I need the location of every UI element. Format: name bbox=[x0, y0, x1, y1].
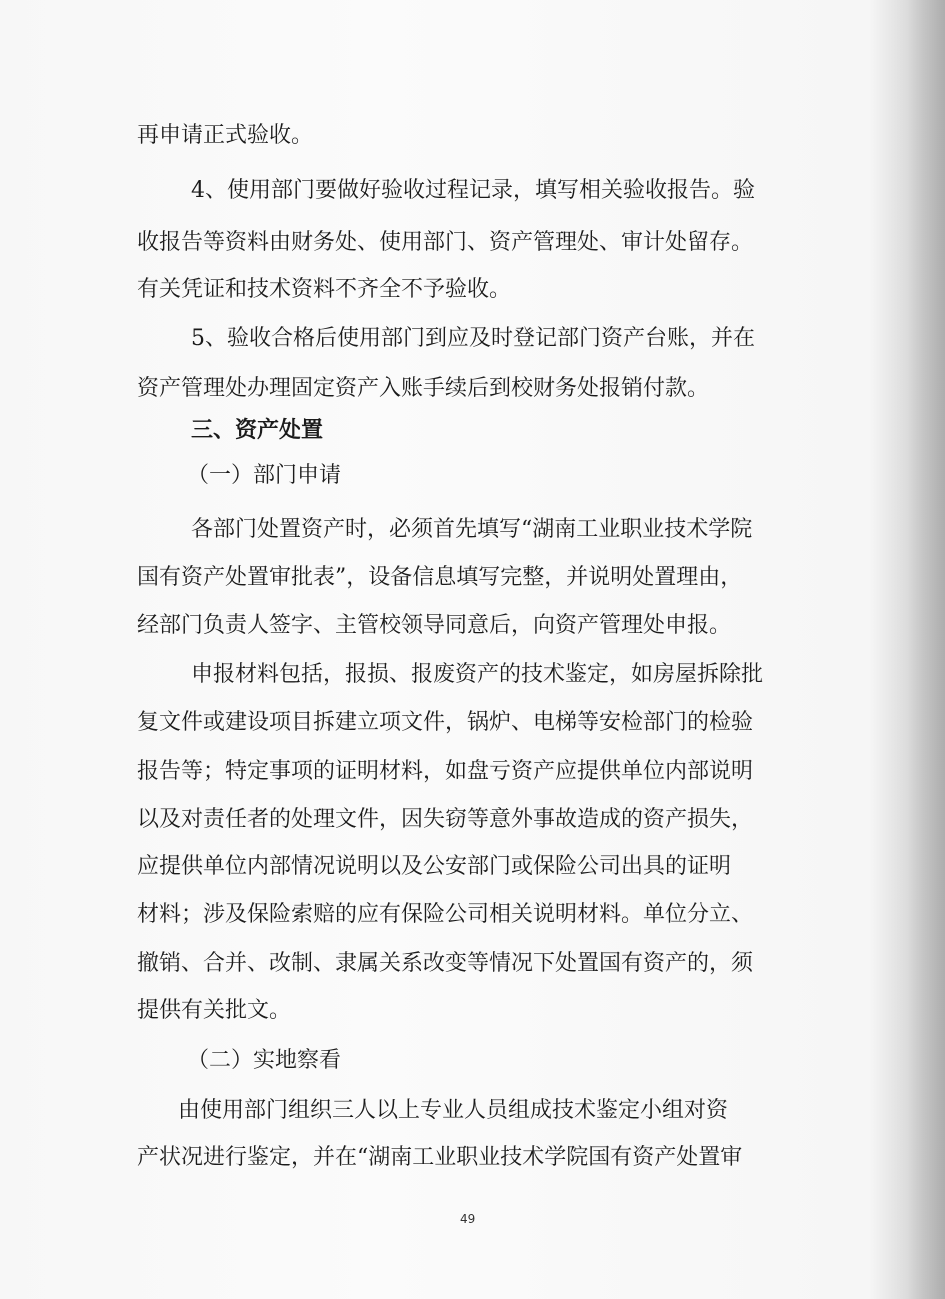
page-number: 49 bbox=[460, 1212, 476, 1226]
subsection-heading-1: （一）部门申请 bbox=[187, 463, 342, 488]
text-line-22: 产状况进行鉴定，并在“湖南工业职业技术学院国有资产处置审 bbox=[137, 1145, 743, 1170]
text-line-6: 资产管理处办理固定资产入账手续后到校财务处报销付款。 bbox=[137, 376, 710, 401]
text-line-15: 以及对责任者的处理文件，因失窃等意外事故造成的资产损失， bbox=[137, 807, 754, 832]
text-line-11: 经部门负责人签字、主管校领导同意后，向资产管理处申报。 bbox=[137, 613, 732, 638]
text-line-2: 4、使用部门要做好验收过程记录，填写相关验收报告。验 bbox=[191, 178, 755, 203]
binding-shadow bbox=[907, 0, 945, 1299]
text-line-17: 材料；涉及保险索赔的应有保险公司相关说明材料。单位分立、 bbox=[137, 902, 754, 927]
text-line-12: 申报材料包括，报损、报废资产的技术鉴定，如房屋拆除批 bbox=[191, 662, 764, 687]
text-line-10: 国有资产处置审批表”，设备信息填写完整，并说明处置理由， bbox=[137, 565, 743, 590]
text-line-18: 撤销、合并、改制、隶属关系改变等情况下处置国有资产的，须 bbox=[137, 951, 754, 976]
section-heading: 三、资产处置 bbox=[191, 418, 324, 443]
text-line-3: 收报告等资料由财务处、使用部门、资产管理处、审计处留存。 bbox=[137, 230, 754, 255]
text-line-9: 各部门处置资产时，必须首先填写“湖南工业职业技术学院 bbox=[191, 517, 753, 542]
text-line-14: 报告等；特定事项的证明材料，如盘亏资产应提供单位内部说明 bbox=[137, 759, 754, 784]
text-line-1: 再申请正式验收。 bbox=[137, 123, 314, 148]
text-line-13: 复文件或建设项目拆建立项文件，锅炉、电梯等安检部门的检验 bbox=[137, 710, 754, 735]
subsection-heading-2: （二）实地察看 bbox=[187, 1048, 342, 1073]
text-line-21: 由使用部门组织三人以上专业人员组成技术鉴定小组对资 bbox=[178, 1098, 729, 1123]
text-line-5: 5、验收合格后使用部门到应及时登记部门资产台账，并在 bbox=[191, 326, 755, 351]
text-line-19: 提供有关批文。 bbox=[137, 998, 292, 1023]
text-line-4: 有关凭证和技术资料不齐全不予验收。 bbox=[137, 277, 512, 302]
text-line-16: 应提供单位内部情况说明以及公安部门或保险公司出具的证明 bbox=[137, 854, 732, 879]
